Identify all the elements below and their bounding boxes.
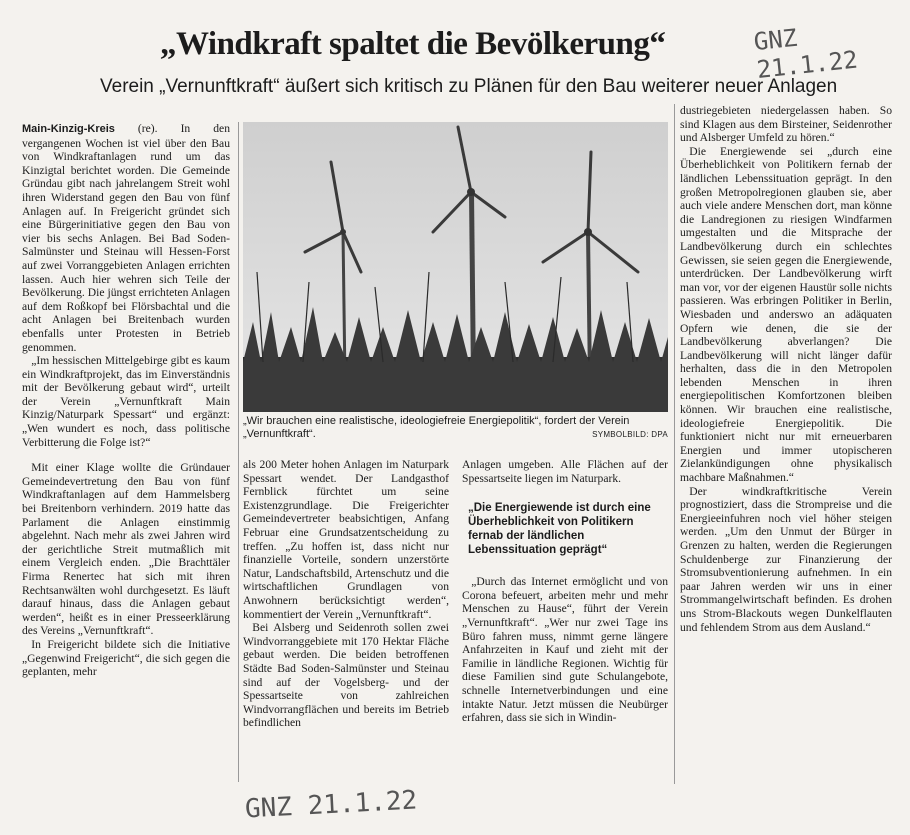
paragraph: „Im hessischen Mittelgebirge gibt es kaum ein Windkraftprojekt, das im Einverständnis mit der Bevölkerung gebaut wird“, urteilt der Verein „Vernunftkraft Main Kinzig/Naturpark Spessart“ und ergänzt: „Wen wundert es noch, dass politische Verbitterung die Folge ist?“ — [22, 354, 230, 449]
paragraph: Die Energiewende sei „durch eine Überheblichkeit von Politikern fernab der ländlichen Lebenssituation geprägt. In den großen Metropolregionen glauben sie, aber auch viele andere Menschen dort, man könne die Landregionen zu riesigen Windfarmen umgestalten und die Mitsprache der Landbevölkerung durch ein schlechtes Gewissen, sie seien gegen die Energiewende, unterdrücken. Der Landbevölkerung wirft man vor, vor der eigenen Haustür solle nichts passieren. Was erbringen Politiker in Berlin, Wiesbaden und anderswo an adäquaten Opfern wie denen, die sie der Landbevölkerung abverlangen? Die Landbevölkerung will nicht länger dafür herhalten, dass die in den Metropolen lebenden Menschen in ihren energiepolitischen Komfortzonen bleiben können. Wir brauchen eine realistische, ideologiefreie Energiepolitik. Die funktioniert nicht nur mit erneuerbaren Energien und immer utopischeren Zielankündigungen ohne physikalisch machbare Maßnahmen.“ — [680, 144, 892, 485]
photo-credit: SYMBOLBILD: DPA — [592, 430, 668, 439]
pull-quote: „Die Energiewende ist durch eine Überheblichkeit von Politikern fernab der ländlichen Lebenssituation geprägt“ — [468, 502, 651, 557]
article-column-3 — [462, 458, 668, 788]
paragraph: Bei Alsberg und Seidenroth sollen zwei Windvorranggebiete mit 170 Hektar Fläche gebaut werden. Die beiden betroffenen Städte Bad Soden-Salmünster und Steinau sind auf der Vogelsberg- und der Spessartseite von zahlreichen Windvorrangflächen und bereits im Betrieb befindlichen — [243, 621, 449, 730]
paragraph: Der windkraftkritische Verein prognostiziert, dass die Strompreise und die Energieeinfuhren noch viel höher steigen werden. „Um den Unmut der Bürger in Grenzen zu halten, werden die Regierungen Schuldenberge zur Finanzierung der Stromsubventionierung aufnehmen. In ein paar Jahren werden wir uns in einer Strommangelwirtschaft befinden. Es drohen uns Strom-Blackouts wegen Dunkelflauten und fehlendem Strom aus dem Ausland.“ — [680, 484, 892, 634]
article-column-2 — [243, 458, 449, 788]
headline: „Windkraft spaltet die Bevölkerung“ — [160, 26, 666, 62]
wind-turbines-image — [243, 122, 668, 412]
column-divider — [238, 122, 239, 782]
article-column-4 — [680, 104, 892, 784]
photo-caption: „Wir brauchen eine realistische, ideologiefreie Energiepolitik“, fordert der Verein „Vernunftkraft“. — [243, 415, 630, 440]
dateline: Main-Kinzig-Kreis — [22, 123, 115, 135]
paragraph: Main-Kinzig-Kreis (re). In den vergangenen Wochen ist viel über den Bau von Windkraftanlagen rund um das Kinzigtal berichtet worden. Die Gemeinde Gründau gibt nach jahrelangem Streit wohl ihren Widerstand gegen den Bau von fünf Anlagen auf. In Freigericht gründet sich eine Bürgerinitiative gegen den Bau von vier bis sechs Anlagen. Bei Bad Soden-Salmünster und Steinau will Hessen-Forst auf zwei Vorranggebieten Anlagen errichten lassen. Auch hier wehren sich Teile der Bevölkerung. Die jüngst errichteten Anlagen auf dem Roßkopf bei Flörsbachtal und die acht Anlagen bei Breitenbach wurden ebenfalls unter Protesten in Betrieb genommen. — [22, 122, 230, 354]
paragraph: „Durch das Internet ermöglicht und von Corona befeuert, arbeiten mehr und mehr Menschen zu Hause“, führt der Verein „Vernunftkraft“. „Wer nur zwei Tage ins Büro fahren muss, nimmt gerne längere Anfahrzeiten in Kauf und zieht mit der Familie in ländliche Regionen. Wichtig für diese Familien sind gute Schulangebote, schnelle Internetverbindungen und eine intakte Natur. Jetzt müssen die Neubürger erfahren, dass sie sich in Windin- — [462, 575, 668, 725]
paragraph: Mit einer Klage wollte die Gründauer Gemeindevertretung den Bau von fünf Windkraftanlagen auf dem Hammelsberg bei Breitenborn verhindern. 2019 hatte das Parlament die Anlagen einstimmig abgelehnt. Nach mehr als zwei Jahren wird der gerichtliche Streit mutmaßlich mit einem Vergleich enden. „Die Brachttäler Firma Renertec hat sich mit ihren Rechtsanwälten wohl durchgesetzt. Es läuft darauf hinaus, dass die Anlagen gebaut werden“, heißt es in einer Presseerklärung des Vereins „Vernunftkraft“. — [22, 461, 230, 638]
subheadline: Verein „Vernunftkraft“ äußert sich kritisch zu Plänen für den Bau weiterer neuer Anlagen — [100, 76, 838, 97]
paragraph: dustriegebieten niedergelassen haben. So sind Klagen aus dem Birsteiner, Seidenrother und Alsberger Umfeld zu hören.“ — [680, 104, 892, 145]
handwritten-date-top: GNZ 21.1.22 — [752, 23, 859, 84]
paragraph: als 200 Meter hohen Anlagen im Naturpark Spessart wendet. Der Landgasthof Fernblick fürchtet um seine Existenzgrundlage. Die Freigerichter Gemeindevertreter beabsichtigen, Anfang Februar eine Grundsatzentscheidung zu treffen. „Zu hoffen ist, dass nicht nur finanzielle Vorteile, sondern unzerstörte Natur, Landschaftsbild, Artenschutz und die wirtschaftlichen Grundlagen von Anwohnern berücksichtigt werden“, kommentiert der Verein „Vernunftkraft“. — [243, 458, 449, 621]
wind-turbine-photo — [243, 122, 668, 412]
column-divider — [674, 104, 675, 784]
article-column-1 — [22, 122, 230, 782]
paragraph: Anlagen umgeben. Alle Flächen auf der Spessartseite liegen im Naturpark. — [462, 458, 668, 485]
handwritten-date-bottom: GNZ 21.1.22 — [244, 785, 418, 825]
paragraph: In Freigericht bildete sich die Initiative „Gegenwind Freigericht“, die sich gegen die geplanten, mehr — [22, 637, 230, 679]
